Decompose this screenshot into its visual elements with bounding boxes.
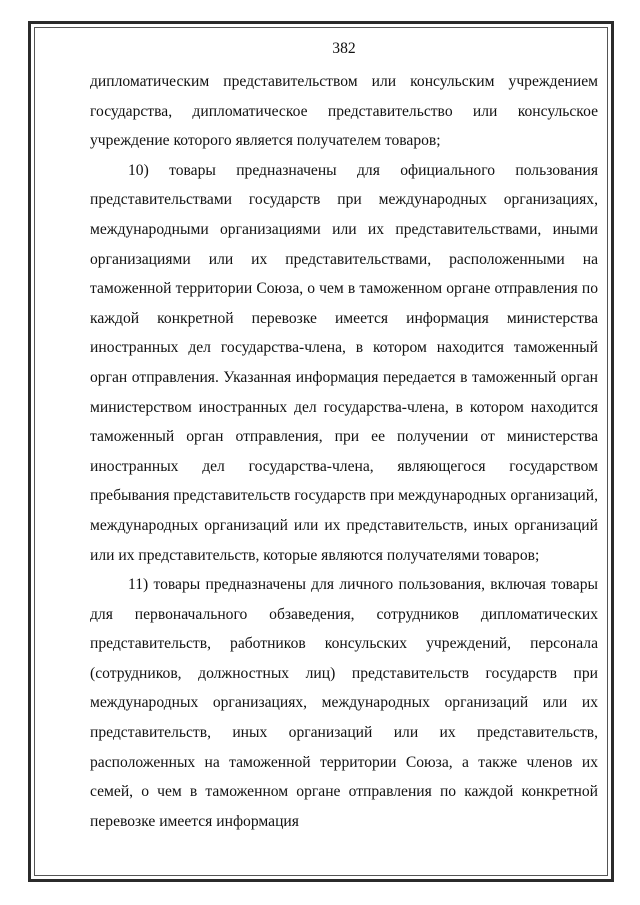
paragraph-continuation: дипломатическим представительством или консульским учреждением государства, дипломатическое представительство или консульское учреждение которого является получателем товаров;: [90, 73, 598, 150]
page-number: 382: [332, 40, 356, 57]
paragraph-item-11: 11) товары предназначены для личного пользования, включая товары для первоначального обзаведения, сотрудников дипломатических представительств, работников консульских учреждений, персонала (сотрудников, должностных лиц) представительств государств при международных организациях, международных организаций или их представительств, иных организаций или их представительств, расположенных на таможенной территории Союза, а также членов их семей, о чем в таможенном органе отправления по каждой конкретной перевозке имеется информация: [90, 576, 598, 830]
document-page: [90, 36, 598, 836]
paragraph-item-10: 10) товары предназначены для официального пользования представительствами государств при международных организациях, международными организациями или их представительствами, иными организациями или их представительствами, расположенными на таможенной территории Союза, о чем в таможенном органе отправления по каждой конкретной перевозке имеется информация министерства иностранных дел государства-члена, в котором находится таможенный орган отправления. Указанная информация передается в таможенный орган министерством иностранных дел государства-члена, в котором находится таможенный орган отправления, при ее получении от министерства иностранных дел государства-члена, являющегося государством пребывания представительств государств при международных организаций, международных организаций или их представительств, иных организаций или их представительств, которые являются получателями товаров;: [90, 161, 598, 564]
